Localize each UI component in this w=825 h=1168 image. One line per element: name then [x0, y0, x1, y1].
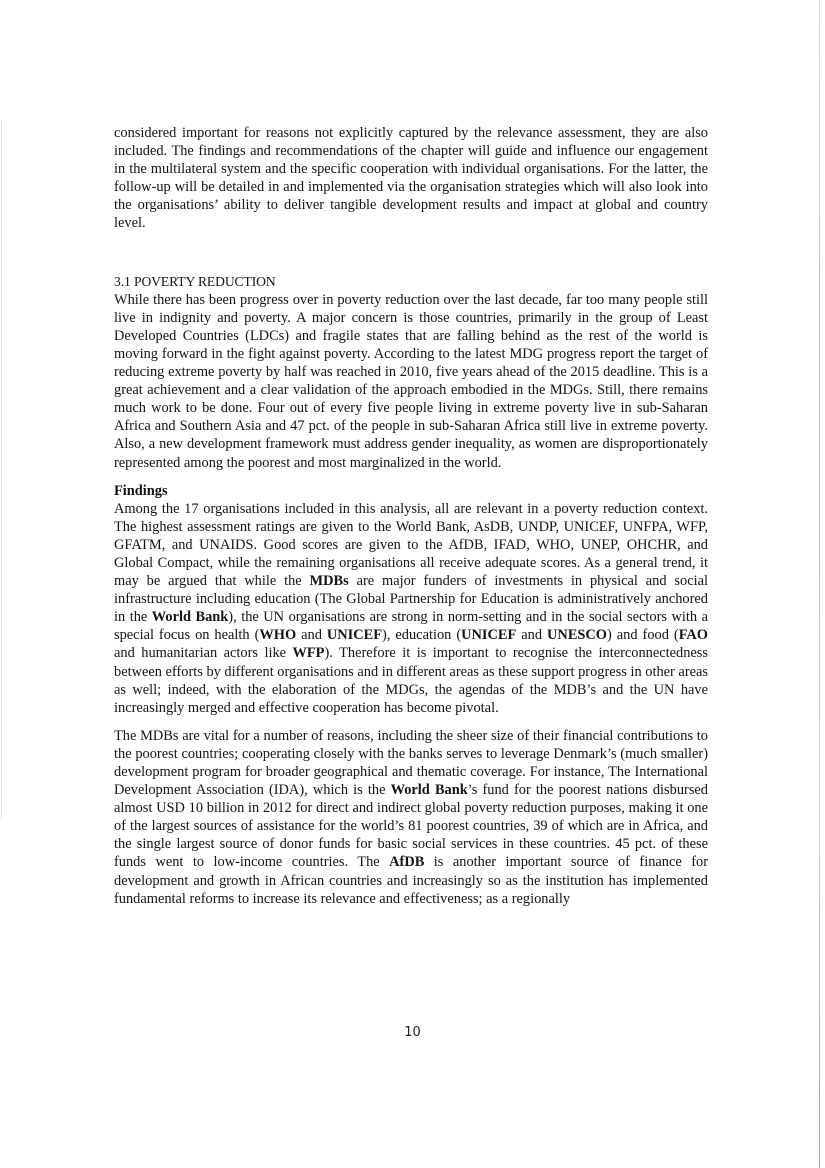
paragraph-spacer	[114, 472, 708, 482]
scan-edge-right	[819, 0, 820, 1168]
text-run: ), education (	[382, 627, 462, 644]
findings-paragraph-2	[114, 727, 708, 908]
page-number: 10	[404, 1025, 421, 1040]
findings-paragraph-1	[114, 500, 708, 717]
scan-edge-left	[1, 120, 2, 820]
text-run: and humanitarian actors like	[114, 645, 293, 662]
text-run: ’s fund for the poorest nations disbursed almost USD 10 billion in 2012 for direct and indirect global poverty reduction purposes, making it one of the largest sources of assistance for the world’s 81 poorest countries, 39 of which are in Africa, and the single largest source of donor funds for basic social services in these countries. 45 pct. of these funds went to low-income countries. The	[114, 782, 709, 871]
org-name-world-bank: World Bank	[390, 782, 468, 799]
findings-heading: Findings	[114, 482, 168, 499]
org-name-who: WHO	[259, 627, 297, 644]
org-name-afdb: AfDB	[389, 854, 425, 871]
text-run: Among the 17 organisations included in this analysis, all are relevant in a poverty reduction context. The highest assessment ratings are given to the World Bank, AsDB, UNDP, UNICEF, UNFPA, WFP, GFATM, and UNAIDS. Good scores are given to the AfDB, IFAD, WHO, UNEP, OHCHR, and Global Compact, while the remaining organisations all receive adequate scores. As a general trend, it may be argued that while the	[114, 500, 708, 590]
text-run: is another important source of finance for development and growth in African countries and increasingly so as the institution has implemented fundamental reforms to increase its relevance and effectiveness; as a regionally	[114, 854, 708, 907]
text-run: ) and food (	[607, 627, 679, 644]
org-name-unicef: UNICEF	[326, 627, 383, 644]
org-name-mdbs: MDBs	[309, 573, 349, 590]
org-name-unesco: UNESCO	[547, 627, 608, 644]
section-heading: 3.1 POVERTY REDUCTION	[114, 273, 276, 289]
org-name-fao: FAO	[678, 627, 708, 644]
text-run: and	[516, 627, 548, 644]
text-run: ). Therefore it is important to recognise the interconnectedness between efforts by different organisations and in different areas as these support progress in other areas as well; indeed, with the elaboration of the MDGs, the agendas of the MDB’s and the UN have increasingly merged and effective cooperation has become pivotal.	[114, 645, 708, 716]
text-run: are major funders of investments in physical and social infrastructure including education (The Global Partnership for Education is administratively anchored in the	[114, 573, 708, 626]
org-name-unicef: UNICEF	[461, 627, 517, 644]
section-spacer	[114, 233, 708, 273]
intro-paragraph: considered important for reasons not explicitly captured by the relevance assessment, they are also included. The findings and recommendations of the chapter will guide and influence our engagement in the multilateral system and the specific cooperation with individual organisations. For the latter, the follow-up will be detailed in and implemented via the organisation strategies which will also look into the organisations’ ability to deliver tangible development results and impact at global and country level.	[114, 125, 708, 232]
document-body	[114, 124, 708, 908]
org-name-world-bank: World Bank	[151, 609, 229, 626]
text-run: ), the UN organisations are strong in norm-setting and in the social sectors with a special focus on health (	[114, 609, 708, 644]
paragraph-spacer	[114, 717, 708, 727]
poverty-paragraph: While there has been progress over in poverty reduction over the last decade, far too many people still live in indignity and poverty. A major concern is those countries, primarily in the group of Least Developed Countries (LDCs) and fragile states that are falling behind as the rest of the world is moving forward in the fight against poverty. According to the latest MDG progress report the target of reducing extreme poverty by half was reached in 2010, five years ahead of the 2015 deadline. This is a great achievement and a clear validation of the approach embodied in the MDGs. Still, there remains much work to be done. Four out of every five people living in extreme poverty live in sub-Saharan Africa and Southern Asia and 47 pct. of the people in sub-Saharan Africa still live in extreme poverty. Also, a new development framework must address gender inequality, as women are disproportionately represented among the poorest and most marginalized in the world.	[114, 291, 708, 471]
org-name-wfp: WFP	[292, 645, 325, 662]
text-run: and	[296, 627, 327, 644]
text-run: The MDBs are vital for a number of reasons, including the sheer size of their financial contributions to the poorest countries; cooperating closely with the banks serves to leverage Denmark’s (much smaller) development program for broader geographical and thematic coverage. For instance, The International Development Association (IDA), which is the	[114, 727, 708, 799]
